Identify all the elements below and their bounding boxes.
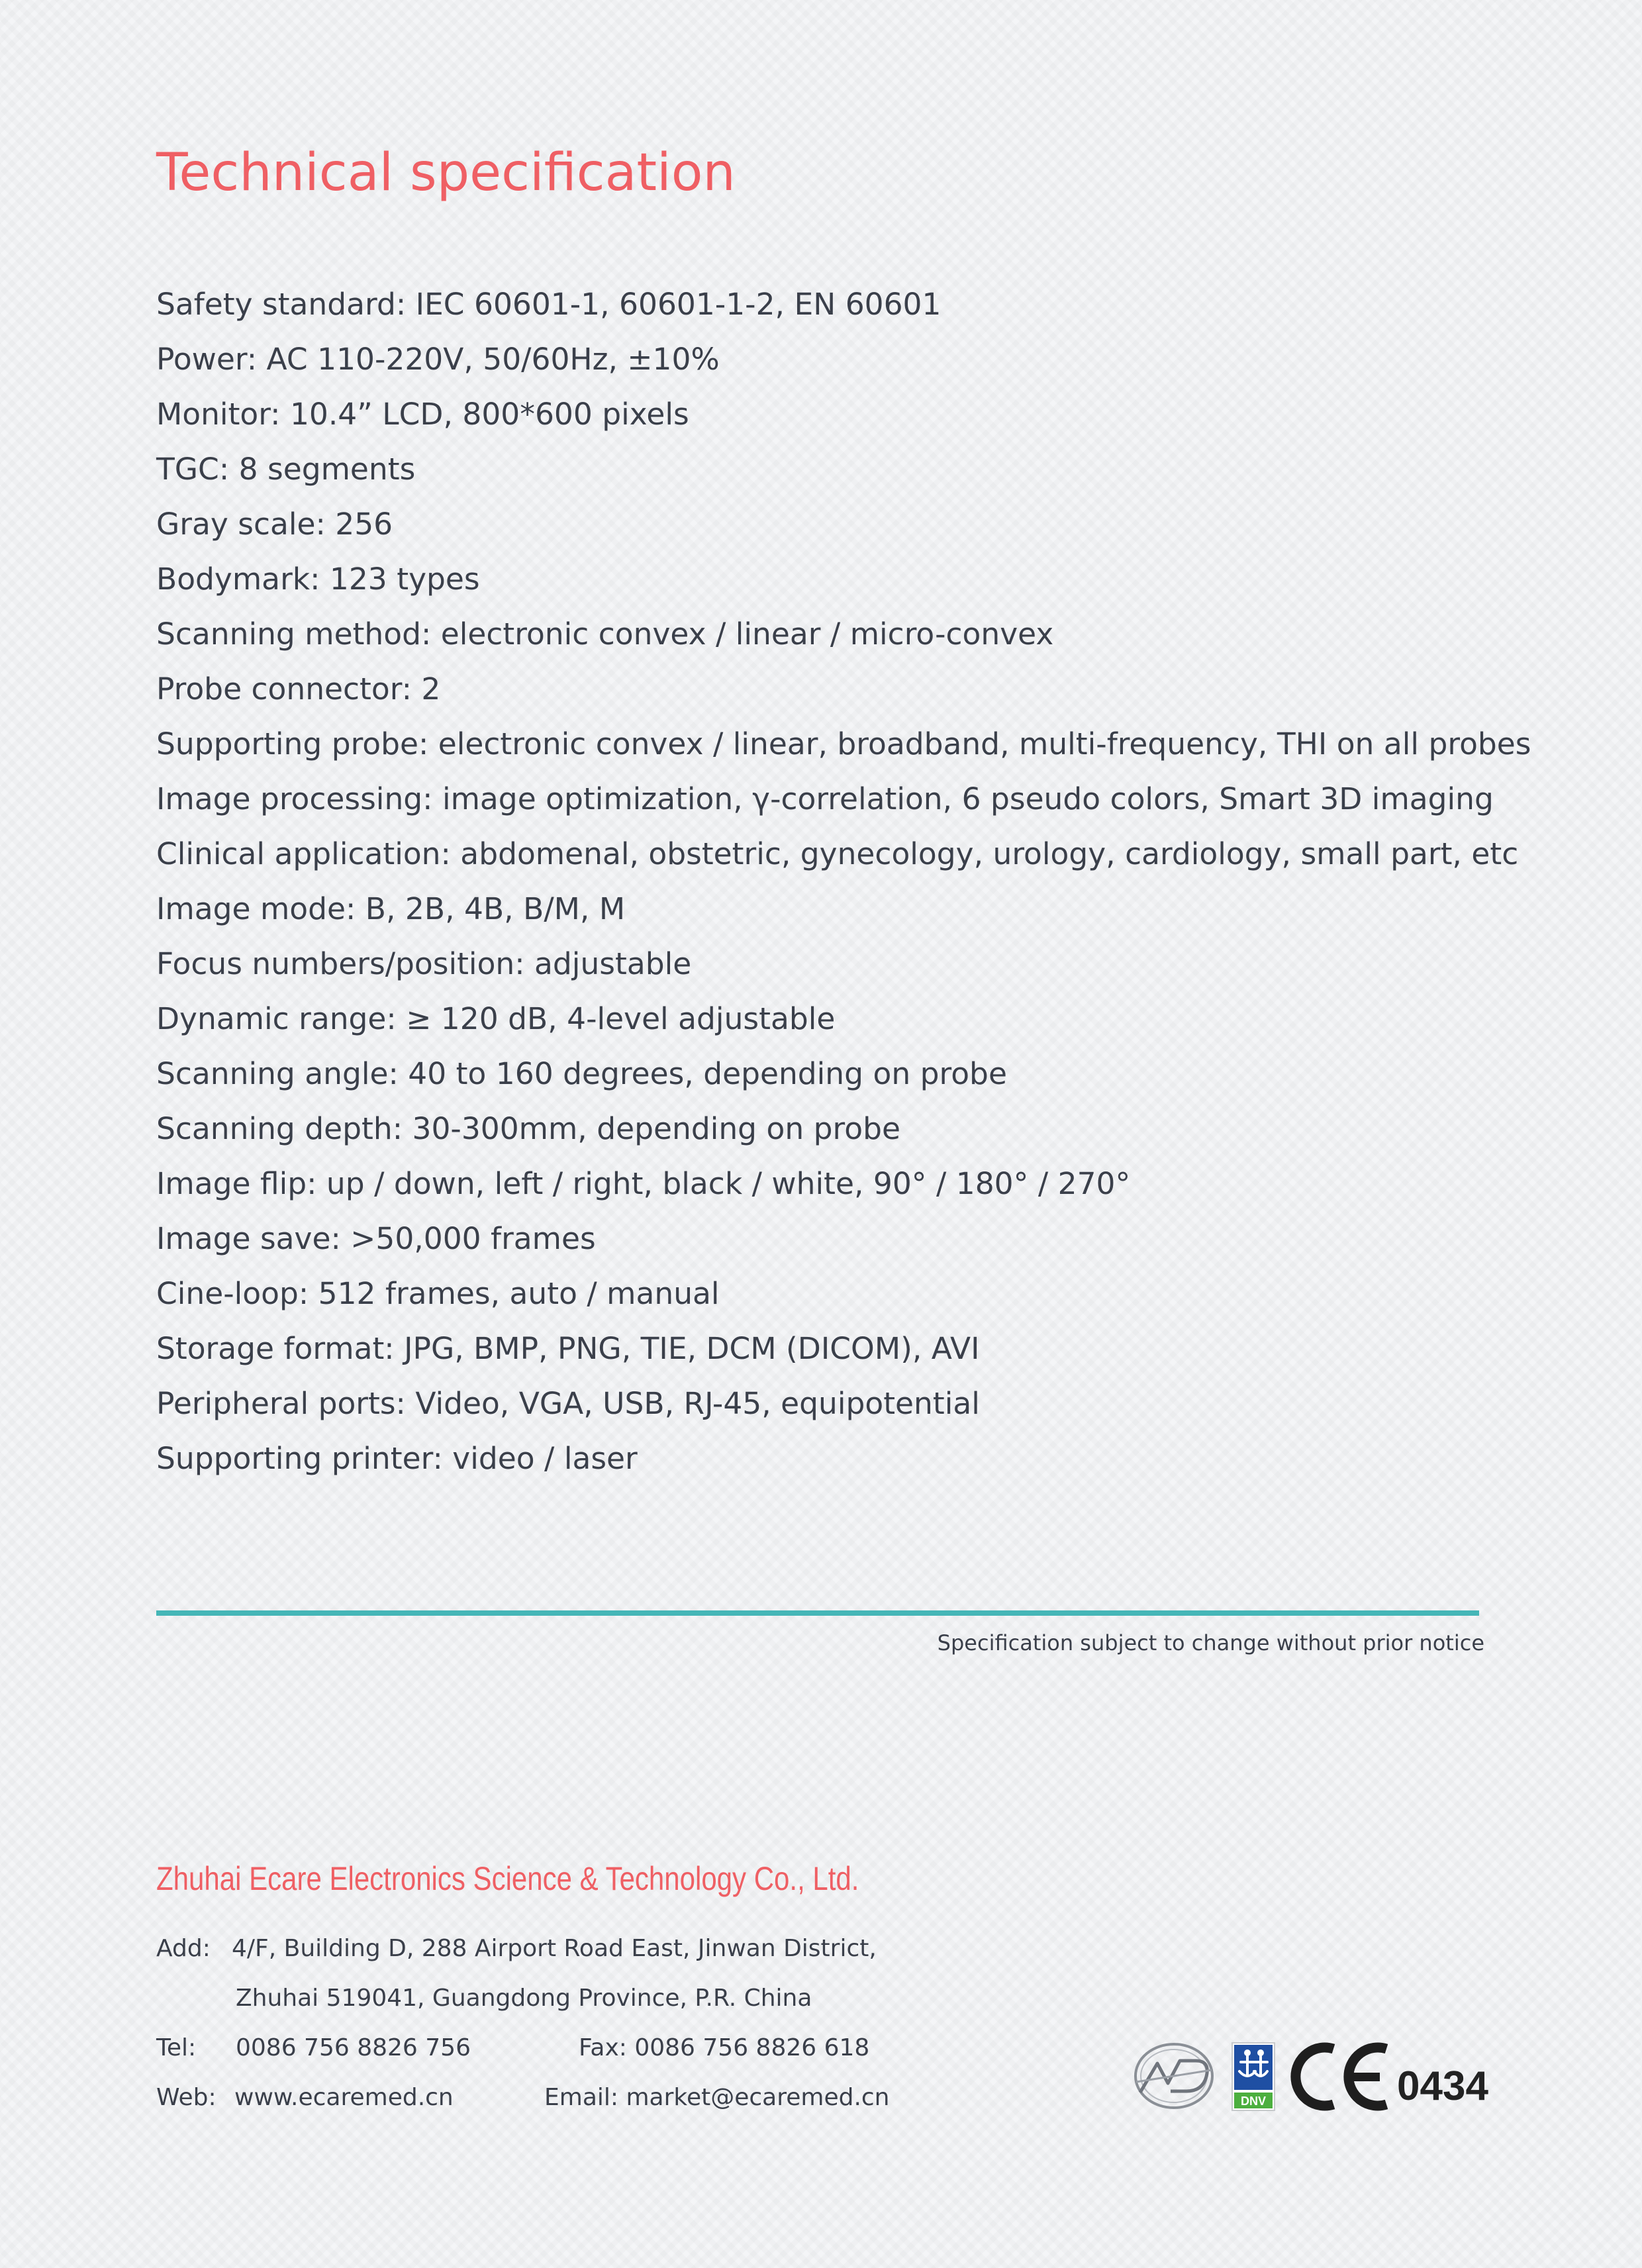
address-label: Add: [156,1935,211,1962]
ce-mark-logo [1288,2040,1394,2114]
spec-storage-format: Storage format: JPG, BMP, PNG, TIE, DCM (DICOM), AVI [156,1331,980,1366]
website-link[interactable]: www.ecaremed.cn [234,2084,454,2111]
certification-logos [1131,2033,1488,2119]
spec-monitor: Monitor: 10.4” LCD, 800*600 pixels [156,397,689,432]
spec-cine-loop: Cine-loop: 512 frames, auto / manual [156,1276,720,1311]
spec-bodymark: Bodymark: 123 types [156,562,480,597]
spec-image-save: Image save: >50,000 frames [156,1221,596,1256]
spec-clinical-application: Clinical application: abdomenal, obstetric, gynecology, urology, cardiology, small part, etc [156,836,1519,871]
page-title: Technical specification [156,143,736,203]
fax-number: Fax: 0086 756 8826 618 [579,2034,870,2061]
address-line-1: 4/F, Building D, 288 Airport Road East, Jinwan District, [232,1935,877,1962]
spec-supporting-probe: Supporting probe: electronic convex / linear, broadband, multi-frequency, THI on all probes [156,726,1531,762]
address-line-2: Zhuhai 519041, Guangdong Province, P.R. China [236,1985,812,2012]
spec-dynamic-range: Dynamic range: ≥ 120 dB, 4-level adjustable [156,1001,836,1036]
spec-image-processing: Image processing: image optimization, γ-correlation, 6 pseudo colors, Smart 3D imaging [156,781,1494,816]
ce-number: 0434 [1397,2063,1488,2109]
spec-list [156,281,1531,1491]
spec-supporting-printer: Supporting printer: video / laser [156,1441,638,1476]
spec-probe-connector: Probe connector: 2 [156,671,441,707]
section-divider [156,1610,1479,1616]
company-name: Zhuhai Ecare Electronics Science & Technology Co., Ltd. [156,1860,859,1897]
md-certification-logo [1131,2041,1217,2111]
tel-label: Tel: [156,2034,197,2061]
email-link[interactable]: Email: market@ecaremed.cn [544,2084,890,2111]
spec-safety-standard: Safety standard: IEC 60601-1, 60601-1-2, EN 60601 [156,287,942,322]
dnv-mark-text: DNV [1240,2095,1267,2108]
spec-image-flip: Image flip: up / down, left / right, black / white, 90° / 180° / 270° [156,1166,1131,1201]
spec-scanning-angle: Scanning angle: 40 to 160 degrees, depending on probe [156,1056,1007,1091]
spec-scanning-depth: Scanning depth: 30-300mm, depending on probe [156,1111,900,1146]
spec-focus: Focus numbers/position: adjustable [156,946,692,981]
spec-tgc: TGC: 8 segments [156,452,416,487]
spec-peripheral-ports: Peripheral ports: Video, VGA, USB, RJ-45, equipotential [156,1386,980,1421]
spec-image-mode: Image mode: B, 2B, 4B, B/M, M [156,891,626,926]
dnv-certification-logo [1232,2042,1275,2111]
tel-number: 0086 756 8826 756 [236,2034,471,2061]
change-notice: Specification subject to change without prior notice [937,1630,1484,1655]
spec-scanning-method: Scanning method: electronic convex / linear / micro-convex [156,616,1054,652]
spec-gray-scale: Gray scale: 256 [156,507,393,542]
spec-power: Power: AC 110-220V, 50/60Hz, ±10% [156,342,720,377]
web-label: Web: [156,2084,217,2111]
